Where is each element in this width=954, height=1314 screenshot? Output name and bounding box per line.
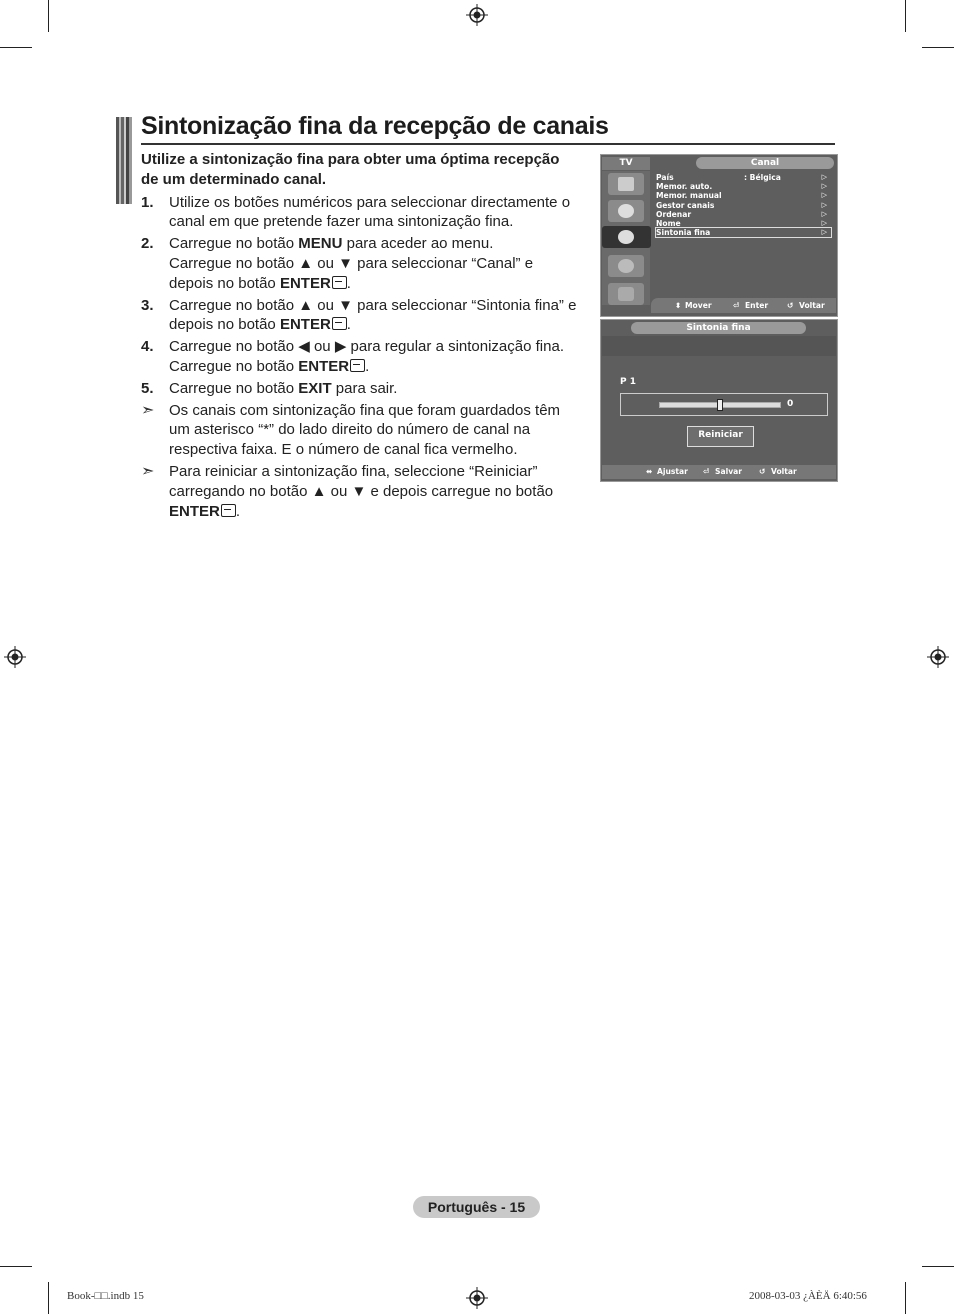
footer-save: Salvar — [715, 467, 743, 476]
step-text — [169, 379, 581, 399]
menu-item-ordenar[interactable] — [656, 210, 831, 219]
crop-mark — [922, 1266, 954, 1267]
slider-handle[interactable] — [717, 399, 723, 411]
instructions — [141, 150, 581, 523]
button-name: EXIT — [298, 379, 332, 397]
arrow-right-icon: ▷ — [821, 173, 827, 181]
note-arrow-icon: ➣ — [141, 401, 155, 419]
note-2 — [141, 462, 581, 521]
menu-item-sintonia-fina[interactable] — [656, 228, 831, 237]
title-decoration — [116, 117, 132, 204]
note-text: Os canais com sintonização fina que foram guardados têm um asterisco “*” do lado direito do número de canal na respectiva faixa. E o número de canal fica vermelho. — [169, 401, 561, 459]
enter-icon — [350, 359, 365, 372]
text-run: Carregue no botão — [169, 357, 299, 375]
text-run: Carregue no botão ▲ ou ▼ para seleccionar “Canal” e depois no botão — [169, 254, 534, 292]
step-5 — [141, 379, 581, 399]
intro-text: Utilize a sintonização fina para obter uma óptima recepção de um determinado canal. — [141, 151, 560, 188]
step-2 — [141, 234, 581, 293]
page-number-badge: Português - 15 — [413, 1196, 540, 1218]
step-text — [169, 337, 581, 377]
text-run: Carregue no botão ◀ ou ▶ para regular a sintonização fina. — [169, 338, 564, 356]
note-1 — [141, 401, 581, 460]
text-run: Carregue no botão — [169, 379, 299, 397]
sound-icon[interactable] — [608, 200, 644, 222]
button-name: ENTER — [279, 316, 331, 334]
menu-item-memor-manual[interactable] — [656, 191, 831, 200]
menu-item-label: Memor. manual — [656, 191, 722, 201]
button-name: ENTER — [298, 357, 350, 375]
footer-adjust: Ajustar — [657, 467, 688, 476]
text-run: Para reiniciar a sintonização fina, seleccione “Reiniciar” carregando no botão ▲ ou ▼ e depois carregue no botão — [169, 462, 554, 500]
tv-menu-sintonia-fina — [600, 319, 838, 482]
registration-mark-icon — [927, 646, 949, 668]
tv-menu-canal — [600, 154, 838, 317]
leftright-icon: ⬌ — [646, 467, 653, 476]
crop-mark — [48, 0, 49, 32]
menu-footer — [651, 298, 836, 313]
registration-mark-icon — [4, 646, 26, 668]
step-number: 2. — [141, 235, 154, 253]
fine-tune-slider[interactable] — [659, 402, 781, 408]
step-number: 3. — [141, 296, 154, 314]
page-title: Sintonização fina da recepção de canais — [141, 112, 609, 140]
enter-icon: ⏎ — [703, 467, 710, 476]
menu-header: Sintonia fina — [631, 322, 806, 334]
picture-icon[interactable] — [608, 173, 644, 195]
crop-mark — [905, 0, 906, 32]
arrow-right-icon: ▷ — [821, 209, 827, 218]
arrow-right-icon: ▷ — [821, 200, 827, 209]
return-icon: ↺ — [787, 301, 794, 310]
menu-item-nome[interactable] — [656, 219, 831, 228]
updown-icon: ⬍ — [675, 301, 682, 310]
step-3 — [141, 296, 581, 336]
title-rule — [141, 143, 835, 145]
arrow-right-icon: ▷ — [821, 228, 827, 237]
tv-tab: TV — [602, 157, 650, 170]
crop-mark — [905, 1282, 906, 1314]
menu-item-label: País — [656, 173, 674, 182]
crop-mark — [922, 47, 954, 48]
reset-button[interactable]: Reiniciar — [687, 426, 754, 447]
registration-mark-icon — [466, 1287, 488, 1309]
text-run: . — [235, 502, 241, 520]
step-number: 5. — [141, 379, 154, 397]
crop-mark — [48, 1282, 49, 1314]
text-run: . — [346, 316, 351, 334]
text-run: . — [346, 274, 351, 292]
step-number: 1. — [141, 193, 154, 211]
button-name: ENTER — [169, 502, 220, 520]
footer-move: Mover — [685, 301, 712, 310]
menu-item-label: Gestor canais — [656, 200, 715, 210]
print-slug-date: 2008-03-03 ¿ÀÈÄ 6:40:56 — [749, 1290, 867, 1302]
menu-icon-column — [602, 171, 650, 305]
menu-list — [656, 173, 831, 237]
menu-item-value: : Bélgica — [744, 173, 781, 182]
note-text — [169, 462, 581, 521]
step-text — [169, 296, 581, 336]
text-run: para aceder ao menu. — [342, 235, 494, 253]
enter-icon — [332, 276, 347, 289]
text-run: para sair. — [331, 379, 398, 397]
step-text: Utilize os botões numéricos para seleccionar directamente o canal em que pretende fazer uma sintonização fina. — [169, 193, 571, 231]
input-icon[interactable] — [608, 283, 644, 305]
fine-tune-slider-box — [620, 393, 828, 416]
program-label: P 1 — [620, 377, 636, 387]
step-4 — [141, 337, 581, 377]
crop-mark — [0, 1266, 32, 1267]
step-1 — [141, 193, 581, 233]
step-text — [169, 234, 581, 293]
menu-item-label: Sintonia fina — [656, 228, 711, 238]
print-slug-file: Book-□□.indb 15 — [67, 1290, 144, 1302]
text-run: Carregue no botão — [169, 235, 299, 253]
crop-mark — [0, 47, 32, 48]
setup-icon[interactable] — [608, 255, 644, 277]
arrow-right-icon: ▷ — [821, 191, 827, 200]
step-number: 4. — [141, 338, 154, 356]
footer-enter: Enter — [745, 301, 769, 310]
note-arrow-icon: ➣ — [141, 462, 155, 480]
button-name: MENU — [298, 235, 343, 253]
button-name: ENTER — [279, 274, 331, 292]
enter-icon — [332, 317, 347, 330]
footer-back: Voltar — [771, 467, 797, 476]
menu-item-memor-auto[interactable] — [656, 182, 831, 191]
arrow-right-icon: ▷ — [821, 182, 827, 191]
channel-icon[interactable] — [602, 226, 651, 248]
menu-footer — [602, 465, 836, 479]
menu-header: Canal — [696, 157, 834, 169]
menu-item-label: Nome — [656, 218, 681, 228]
text-run: . — [365, 357, 370, 375]
return-icon: ↺ — [759, 467, 766, 476]
menu-item-gestor-canais[interactable] — [656, 201, 831, 210]
registration-mark-icon — [466, 4, 488, 26]
slider-value: 0 — [787, 399, 794, 409]
arrow-right-icon: ▷ — [821, 218, 827, 227]
menu-item-label: Ordenar — [656, 209, 692, 219]
menu-item-pais[interactable] — [656, 173, 831, 182]
footer-back: Voltar — [799, 301, 825, 310]
enter-icon: ⏎ — [733, 301, 740, 310]
enter-icon — [221, 504, 236, 517]
menu-item-label: Memor. auto. — [656, 182, 713, 192]
header-band — [602, 336, 836, 356]
text-run: Carregue no botão ▲ ou ▼ para seleccionar “Sintonia fina” e depois no botão — [169, 296, 577, 334]
